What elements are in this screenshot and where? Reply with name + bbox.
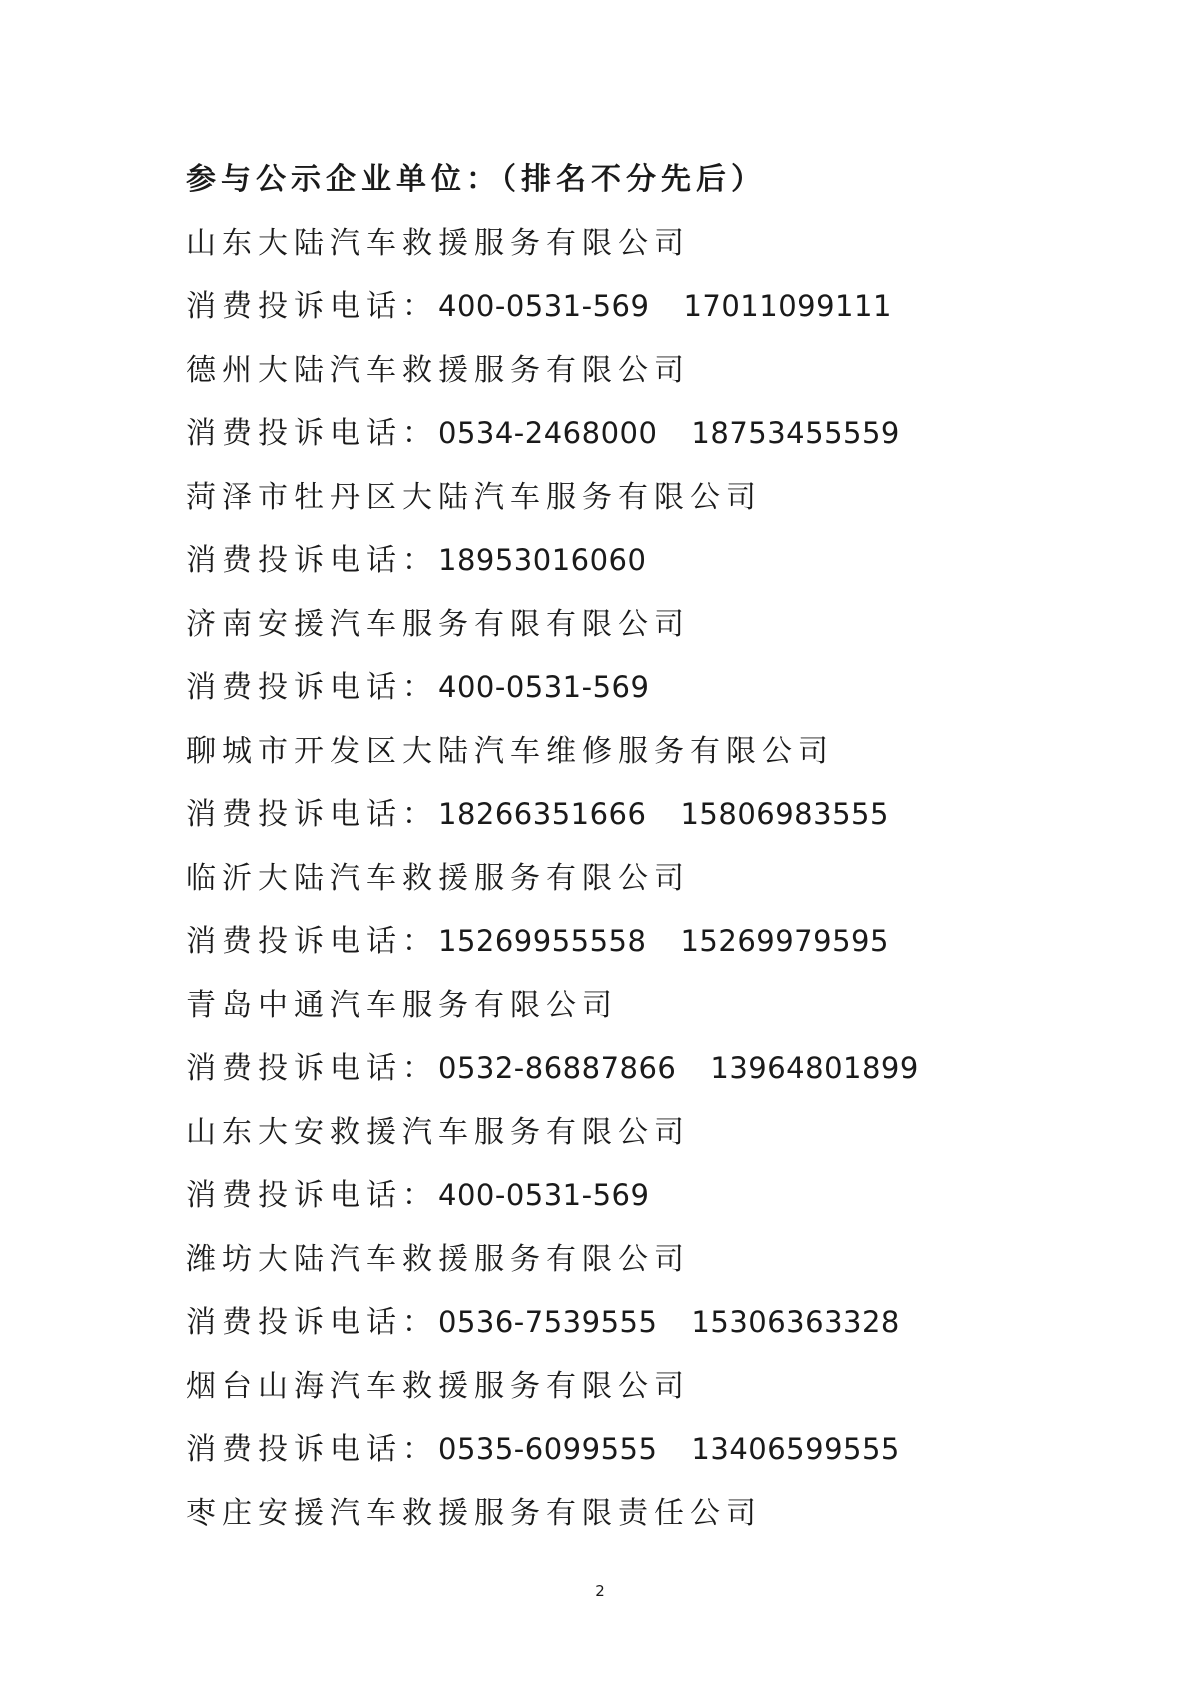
company-name: 聊城市开发区大陆汽车维修服务有限公司 xyxy=(186,733,834,769)
phone-number: 15306363328 xyxy=(691,1305,900,1339)
phone-number: 0534-2468000 xyxy=(438,416,658,450)
company-name: 德州大陆汽车救援服务有限公司 xyxy=(186,352,690,388)
phone-number: 15806983555 xyxy=(680,797,889,831)
phone-number: 18266351666 xyxy=(438,797,647,831)
company-name: 烟台山海汽车救援服务有限公司 xyxy=(186,1368,690,1404)
phone-number: 0535-6099555 xyxy=(438,1432,658,1466)
phone-label: 消费投诉电话： xyxy=(186,1178,438,1213)
complaint-phone-line xyxy=(186,1164,1146,1228)
phone-number: 15269955558 xyxy=(438,924,647,958)
company-name-last: 枣庄安援汽车救援服务有限责任公司 xyxy=(186,1495,762,1531)
phone-label: 消费投诉电话： xyxy=(186,416,438,451)
complaint-phone-line xyxy=(186,910,1146,974)
complaint-phone-line xyxy=(186,1418,1146,1482)
page-number: 2 xyxy=(595,1582,605,1600)
company-name: 菏泽市牡丹区大陆汽车服务有限公司 xyxy=(186,479,762,515)
complaint-phone-line xyxy=(186,275,1146,339)
company-name: 潍坊大陆汽车救援服务有限公司 xyxy=(186,1241,690,1277)
entries-container xyxy=(186,212,1146,1482)
phone-number: 400-0531-569 xyxy=(438,670,650,704)
phone-number: 13406599555 xyxy=(691,1432,900,1466)
complaint-phone-line xyxy=(186,656,1146,720)
complaint-phone-line xyxy=(186,1037,1146,1101)
phone-number: 17011099111 xyxy=(683,289,892,323)
phone-label: 消费投诉电话： xyxy=(186,797,438,832)
phone-number: 13964801899 xyxy=(710,1051,919,1085)
phone-number: 0532-86887866 xyxy=(438,1051,677,1085)
phone-number: 18953016060 xyxy=(438,543,647,577)
phone-label: 消费投诉电话： xyxy=(186,924,438,959)
company-name: 山东大陆汽车救援服务有限公司 xyxy=(186,225,690,261)
complaint-phone-line xyxy=(186,529,1146,593)
company-name: 山东大安救援汽车服务有限公司 xyxy=(186,1114,690,1150)
phone-number: 400-0531-569 xyxy=(438,289,650,323)
phone-number: 15269979595 xyxy=(680,924,889,958)
phone-number: 400-0531-569 xyxy=(438,1178,650,1212)
phone-number: 18753455559 xyxy=(691,416,900,450)
company-name: 临沂大陆汽车救援服务有限公司 xyxy=(186,860,690,896)
phone-label: 消费投诉电话： xyxy=(186,1305,438,1340)
company-name: 青岛中通汽车服务有限公司 xyxy=(186,987,618,1023)
company-name: 济南安援汽车服务有限有限公司 xyxy=(186,606,690,642)
company-list xyxy=(186,148,1146,1545)
complaint-phone-line xyxy=(186,402,1146,466)
phone-label: 消费投诉电话： xyxy=(186,670,438,705)
complaint-phone-line xyxy=(186,1291,1146,1355)
phone-label: 消费投诉电话： xyxy=(186,1432,438,1467)
phone-number: 0536-7539555 xyxy=(438,1305,658,1339)
phone-label: 消费投诉电话： xyxy=(186,543,438,578)
complaint-phone-line xyxy=(186,783,1146,847)
phone-label: 消费投诉电话： xyxy=(186,1051,438,1086)
phone-label: 消费投诉电话： xyxy=(186,289,438,324)
list-heading: 参与公示企业单位：（排名不分先后） xyxy=(186,162,766,197)
